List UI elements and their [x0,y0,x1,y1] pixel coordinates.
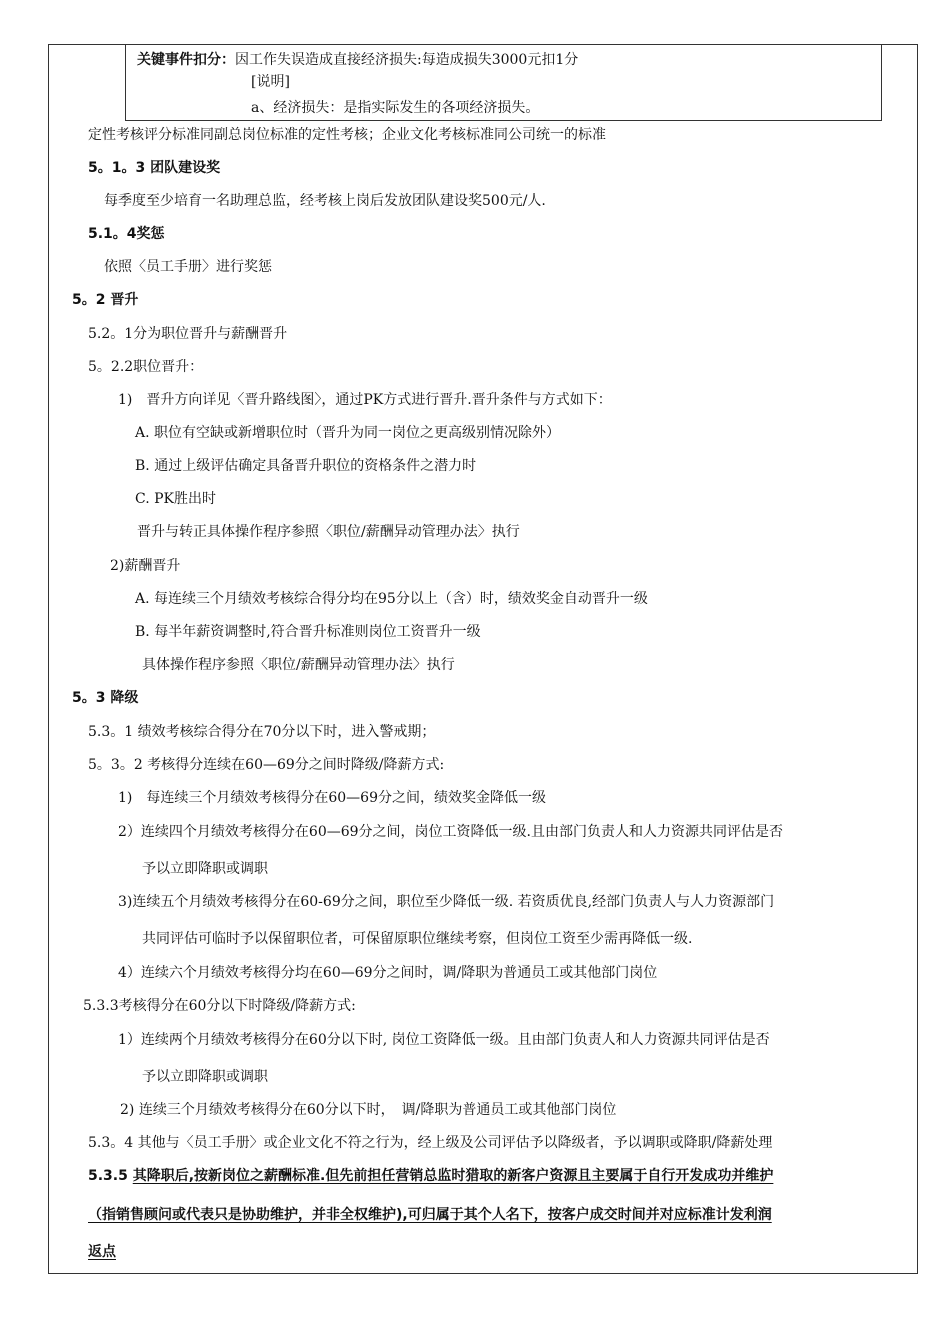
section-5-2-2-item-a: A. 职位有空缺或新增职位时（晋升为同一岗位之更高级别情况除外） [135,425,561,441]
section-5-3-heading: 5。3 降级 [72,690,139,706]
note-a: a、经济损失：是指实际发生的各项经济损失。 [251,100,540,116]
section-5-3-2: 5。3。2 考核得分连续在60—69分之间时降级/降薪方式: [88,757,445,773]
section-5-2-heading: 5。2 晋升 [72,292,139,308]
section-5-2-1: 5.2。1分为职位晋升与薪酬晋升 [88,326,288,342]
key-event-line [137,51,578,69]
section-5-2-2: 5。2.2职位晋升： [88,359,204,375]
section-5-1-4-text: 依照〈员工手册〉进行奖惩 [104,259,272,275]
section-5-3-2-item-3-cont: 共同评估可临时予以保留职位者，可保留原职位继续考察，但岗位工资至少需再降低一级. [142,931,693,947]
section-5-2-2-reference: 晋升与转正具体操作程序参照〈职位/薪酬异动管理办法〉执行 [137,524,520,540]
section-5-3-5-line-3: 返点 [88,1244,116,1260]
section-5-3-3-item-1-cont: 予以立即降职或调职 [142,1069,268,1085]
section-5-3-2-item-2: 2）连续四个月绩效考核得分在60—69分之间，岗位工资降低一级.且由部门负责人和人力资源共同评估是否 [118,824,783,840]
section-5-3-3-item-2: 2) 连续三个月绩效考核得分在60分以下时， 调/降职为普通员工或其他部门岗位 [120,1102,617,1118]
section-5-3-1: 5.3。1 绩效考核综合得分在70分以下时，进入警戒期； [88,724,436,740]
section-5-3-5-line-2: （指销售顾问或代表只是协助维护，并非全权维护),可归属于其个人名下，按客户成交时间并对应标准计发利润 [88,1207,772,1223]
key-event-text: 因工作失误造成直接经济损失:每造成损失3000元扣1分 [235,52,579,68]
section-5-3-5-line-1 [88,1167,773,1185]
key-event-heading: 关键事件扣分： [137,52,235,68]
section-5-3-3-item-1: 1）连续两个月绩效考核得分在60分以下时, 岗位工资降低一级。且由部门负责人和人力资源共同评估是否 [118,1032,770,1048]
section-5-1-3-text: 每季度至少培育一名助理总监，经考核上岗后发放团队建设奖500元/人. [104,193,546,209]
section-5-2-2-item-c: C. PK胜出时 [135,491,216,507]
section-5-2-2-item-b: B. 通过上级评估确定具备晋升职位的资格条件之潜力时 [135,458,477,474]
section-5-2-2-salary-b: B. 每半年薪资调整时,符合晋升标准则岗位工资晋升一级 [135,624,481,640]
section-5-2-2-salary-reference: 具体操作程序参照〈职位/薪酬异动管理办法〉执行 [142,657,455,673]
section-5-2-2-item-2: 2)薪酬晋升 [110,558,181,574]
section-5-2-2-item-1: 1) 晋升方向详见〈晋升路线图〉，通过PK方式进行晋升.晋升条件与方式如下： [118,392,612,408]
qualitative-standard: 定性考核评分标准同副总岗位标准的定性考核；企业文化考核标准同公司统一的标准 [88,127,606,143]
section-5-3-5-text-1: 其降职后,按新岗位之薪酬标准.但先前担任营销总监时猎取的新客户资源且主要属于自行开发成功并维护 [132,1168,774,1184]
section-5-1-4-heading: 5.1。4奖惩 [88,226,165,242]
section-5-3-4: 5.3。4 其他与〈员工手册〉或企业文化不符之行为，经上级及公司评估予以降级者，予以调职或降职/降薪处理 [88,1135,773,1151]
section-5-3-5-number: 5.3.5 [88,1168,133,1184]
section-5-2-2-salary-a: A. 每连续三个月绩效考核综合得分均在95分以上（含）时，绩效奖金自动晋升一级 [135,591,648,607]
section-5-3-2-item-4: 4）连续六个月绩效考核得分均在60—69分之间时，调/降职为普通员工或其他部门岗位 [118,965,658,981]
section-5-3-2-item-1: 1) 每连续三个月绩效考核得分在60—69分之间，绩效奖金降低一级 [118,790,546,806]
note-label: [说明] [251,74,290,90]
section-5-3-2-item-3: 3)连续五个月绩效考核得分在60-69分之间，职位至少降低一级. 若资质优良,经部门负责人与人力资源部门 [118,894,775,910]
section-5-1-3-heading: 5。1。3 团队建设奖 [88,160,221,176]
section-5-3-3: 5.3.3考核得分在60分以下时降级/降薪方式: [83,998,356,1014]
section-5-3-2-item-2-cont: 予以立即降职或调职 [142,861,268,877]
